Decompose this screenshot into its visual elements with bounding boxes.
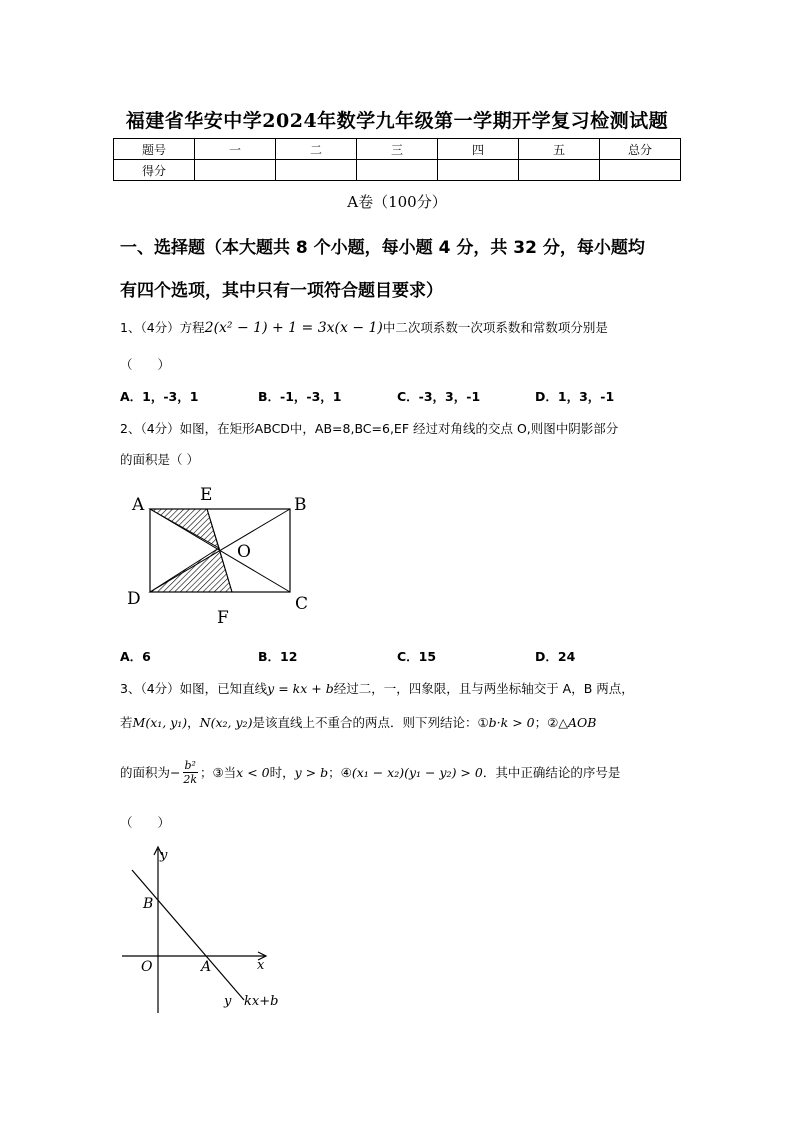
part1-heading-line2: 有四个选项，其中只有一项符合题目要求） <box>120 281 443 301</box>
q3-label-line-kx-b: kx+b <box>244 994 279 1009</box>
q3-line3-text-e: ．其中正确结论的序号是 <box>482 765 621 780</box>
q3-line3-text-b: ；③当 <box>199 765 237 780</box>
q3-label-b: B <box>143 896 154 912</box>
q2-option-d[interactable]: D．24 <box>535 649 576 664</box>
q2-option-b[interactable]: B．12 <box>258 649 298 664</box>
q2-stem-line1: 2、（4分）如图，在矩形ABCD中，AB=8,BC=6,EF 经过对角线的交点 O,则图中阴影部分 <box>120 421 619 436</box>
q1-answer-paren: （ ） <box>120 357 171 372</box>
score-header-cell: 五 <box>519 139 600 160</box>
q3-answer-paren: （ ） <box>120 815 171 830</box>
score-cell[interactable] <box>438 160 519 181</box>
q2-rectangle-figure <box>120 482 320 632</box>
q3-line-equation: y = kx + b <box>267 681 334 696</box>
q2-shaded-triangle-bottom <box>150 548 232 592</box>
q2-label-d: D <box>127 589 141 609</box>
q2-label-o: O <box>237 542 251 562</box>
q1-option-c[interactable]: C．-3，3，-1 <box>397 389 481 404</box>
q3-point-m: M(x₁, y₁) <box>132 715 188 730</box>
score-cell[interactable] <box>357 160 438 181</box>
score-header-cell: 四 <box>438 139 519 160</box>
q3-triangle-aob: △AOB <box>558 715 597 730</box>
part1-heading-line1: 一、选择题（本大题共 8 个小题，每小题 4 分，共 32 分，每小题均 <box>120 238 645 258</box>
q3-line2-text-d: ；② <box>534 715 559 730</box>
q3-line-y-kx-b <box>132 870 244 1000</box>
q2-stem-line2: 的面积是（ ） <box>120 452 199 467</box>
section-a-heading: A卷（100分） <box>347 193 447 211</box>
score-cell[interactable] <box>600 160 681 181</box>
exam-title: 福建省华安中学2024年数学九年级第一学期开学复习检测试题 <box>125 110 669 132</box>
q3-label-o: O <box>141 959 153 975</box>
q2-option-a[interactable]: A．6 <box>120 649 151 664</box>
q3-stem-line1 <box>120 679 690 697</box>
q3-label-y-axis: y <box>160 848 168 863</box>
q3-fraction-denominator: 2k <box>183 772 198 786</box>
q2-label-e: E <box>200 485 213 505</box>
q3-conclusion-1: b·k > 0 <box>488 715 535 730</box>
q1-option-a[interactable]: A．1，-3，1 <box>120 389 199 404</box>
q3-condition-x: x < 0 <box>236 764 270 780</box>
q1-option-b[interactable]: B．-1，-3，1 <box>258 389 342 404</box>
q3-line2-text-a: 若 <box>120 715 133 730</box>
score-header-cell: 题号 <box>114 139 195 160</box>
q3-line3-text-c: 时， <box>269 765 295 780</box>
q2-label-a: A <box>132 495 145 515</box>
q1-prefix: 1、（4分）方程 <box>120 320 205 335</box>
score-row-label: 得分 <box>114 160 195 181</box>
q3-line-graph-figure <box>118 843 298 1018</box>
q3-point-n: N(x₂, y₂) <box>199 715 253 730</box>
score-header-cell: 一 <box>195 139 276 160</box>
q3-label-x-axis: x <box>257 958 265 973</box>
q3-label-a: A <box>201 959 212 975</box>
q1-stem <box>120 318 690 336</box>
q3-area-fraction <box>183 759 198 786</box>
q3-fraction-numerator: b² <box>184 758 196 772</box>
score-header-cell: 总分 <box>600 139 681 160</box>
score-table-header-row <box>114 139 681 160</box>
score-header-cell: 二 <box>276 139 357 160</box>
q3-stem-line3: 的面积为 − $\frac{\text{b²}}{2k}$ ；③当 x < 0 时， y > b ；④ (x₁ − x₂)(y₁ − y₂) > 0 ．其中正确结论的序号是 <box>120 758 621 786</box>
q3-stem-line2 <box>120 713 690 731</box>
q3-line3-text-d: ；④ <box>328 765 352 780</box>
q3-line3-text-a: 的面积为 <box>120 765 171 780</box>
score-table <box>113 138 681 181</box>
q2-label-b: B <box>294 495 307 515</box>
q1-suffix: 中二次项系数一次项系数和常数项分别是 <box>382 320 608 335</box>
q3-line2-text-c: 是该直线上不重合的两点．则下列结论：① <box>252 715 489 730</box>
q3-label-line-y: y <box>224 994 232 1009</box>
score-cell[interactable] <box>519 160 600 181</box>
q3-line1-text-a: 3、（4分）如图，已知直线 <box>120 681 268 696</box>
score-cell[interactable] <box>276 160 357 181</box>
q3-line2-text-b: ， <box>187 715 200 730</box>
q2-option-c[interactable]: C．15 <box>397 649 437 664</box>
q3-conclusion-3: y > b <box>294 764 329 780</box>
q2-label-f: F <box>217 608 229 628</box>
q1-equation: 2(x² − 1) + 1 = 3x(x − 1) <box>204 320 383 336</box>
q1-option-d[interactable]: D．1，3，-1 <box>535 389 615 404</box>
q3-line1-text-b: 经过二，一，四象限，且与两坐标轴交于 A，B 两点， <box>333 681 634 696</box>
score-table-score-row <box>114 160 681 181</box>
q3-conclusion-4: (x₁ − x₂)(y₁ − y₂) > 0 <box>351 764 483 780</box>
score-cell[interactable] <box>195 160 276 181</box>
score-header-cell: 三 <box>357 139 438 160</box>
q2-label-c: C <box>295 594 309 614</box>
